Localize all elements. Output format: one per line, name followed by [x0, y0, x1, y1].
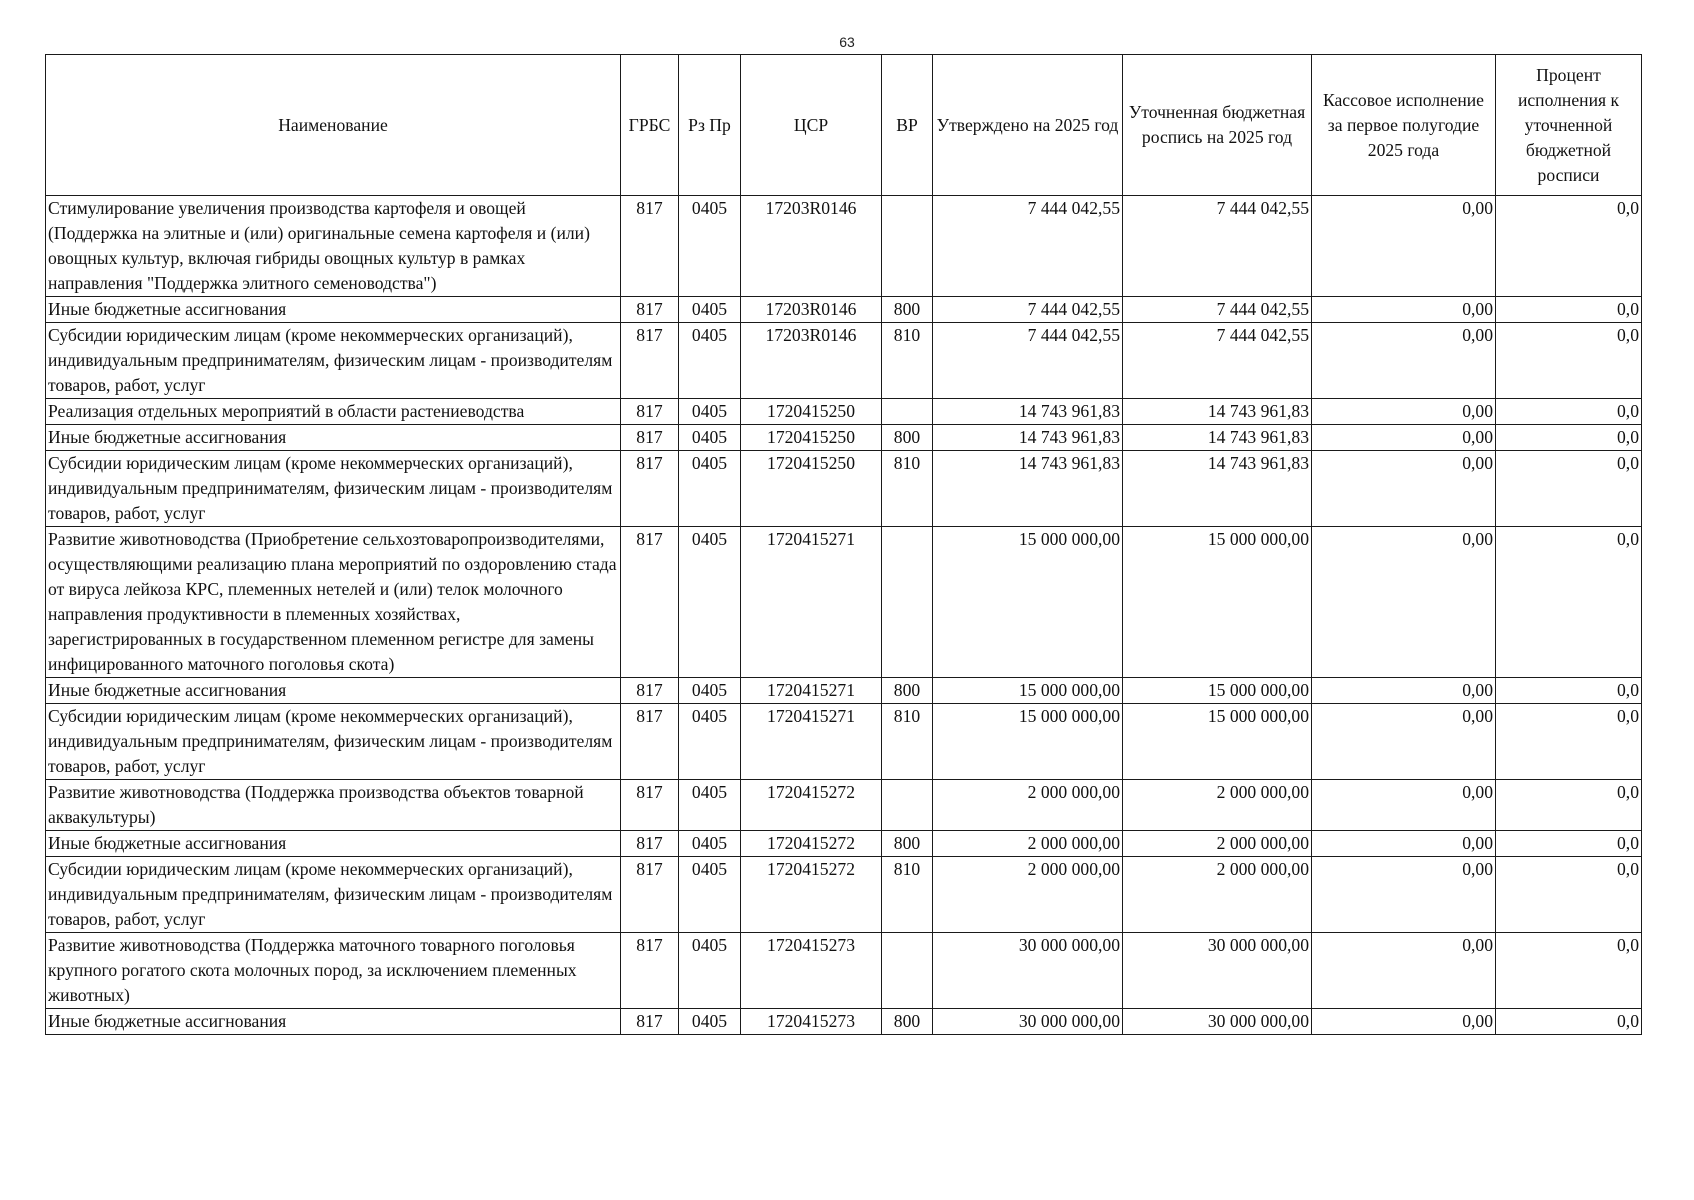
cell-executed: 0,00 — [1312, 323, 1496, 399]
cell-percent: 0,0 — [1496, 780, 1642, 831]
table-row — [46, 1009, 1642, 1035]
table-row — [46, 780, 1642, 831]
cell-name: Субсидии юридическим лицам (кроме некоммерческих организаций), индивидуальным предпринимателям, физическим лицам - производителям товаров, работ, услуг — [46, 323, 621, 399]
cell-rzpr: 0405 — [679, 323, 741, 399]
cell-grbs: 817 — [621, 780, 679, 831]
header-approved: Утверждено на 2025 год — [933, 55, 1123, 196]
cell-executed: 0,00 — [1312, 425, 1496, 451]
cell-approved: 30 000 000,00 — [933, 1009, 1123, 1035]
table-row — [46, 678, 1642, 704]
table-row — [46, 831, 1642, 857]
cell-refined: 14 743 961,83 — [1123, 399, 1312, 425]
cell-grbs: 817 — [621, 196, 679, 297]
cell-csr: 1720415271 — [741, 704, 882, 780]
cell-percent: 0,0 — [1496, 399, 1642, 425]
cell-name: Развитие животноводства (Поддержка маточного товарного поголовья крупного рогатого скота молочных пород, за исключением племенных животных) — [46, 933, 621, 1009]
cell-refined: 2 000 000,00 — [1123, 780, 1312, 831]
header-rzpr: Рз Пр — [679, 55, 741, 196]
cell-grbs: 817 — [621, 425, 679, 451]
cell-percent: 0,0 — [1496, 933, 1642, 1009]
cell-rzpr: 0405 — [679, 451, 741, 527]
cell-rzpr: 0405 — [679, 704, 741, 780]
cell-csr: 1720415272 — [741, 780, 882, 831]
header-csr: ЦСР — [741, 55, 882, 196]
cell-approved: 14 743 961,83 — [933, 399, 1123, 425]
cell-approved: 7 444 042,55 — [933, 323, 1123, 399]
cell-refined: 7 444 042,55 — [1123, 323, 1312, 399]
cell-percent: 0,0 — [1496, 196, 1642, 297]
cell-rzpr: 0405 — [679, 933, 741, 1009]
table-row — [46, 857, 1642, 933]
cell-vr: 810 — [882, 323, 933, 399]
header-name: Наименование — [46, 55, 621, 196]
table-body — [46, 196, 1642, 1035]
cell-rzpr: 0405 — [679, 196, 741, 297]
cell-executed: 0,00 — [1312, 857, 1496, 933]
cell-rzpr: 0405 — [679, 527, 741, 678]
cell-approved: 15 000 000,00 — [933, 678, 1123, 704]
cell-name: Иные бюджетные ассигнования — [46, 425, 621, 451]
cell-grbs: 817 — [621, 323, 679, 399]
budget-execution-table — [45, 54, 1642, 1035]
cell-vr — [882, 527, 933, 678]
cell-name: Стимулирование увеличения производства картофеля и овощей (Поддержка на элитные и (или) оригинальные семена картофеля и (или) овощных культур, включая гибриды овощных культур в рамках направления "Поддержка элитного семеноводства") — [46, 196, 621, 297]
cell-rzpr: 0405 — [679, 297, 741, 323]
cell-executed: 0,00 — [1312, 831, 1496, 857]
cell-name: Субсидии юридическим лицам (кроме некоммерческих организаций), индивидуальным предпринимателям, физическим лицам - производителям товаров, работ, услуг — [46, 704, 621, 780]
cell-executed: 0,00 — [1312, 704, 1496, 780]
cell-vr: 800 — [882, 678, 933, 704]
cell-executed: 0,00 — [1312, 1009, 1496, 1035]
cell-rzpr: 0405 — [679, 831, 741, 857]
cell-percent: 0,0 — [1496, 323, 1642, 399]
cell-approved: 30 000 000,00 — [933, 933, 1123, 1009]
cell-refined: 15 000 000,00 — [1123, 678, 1312, 704]
cell-executed: 0,00 — [1312, 527, 1496, 678]
table-row — [46, 704, 1642, 780]
cell-refined: 7 444 042,55 — [1123, 297, 1312, 323]
cell-grbs: 817 — [621, 704, 679, 780]
cell-executed: 0,00 — [1312, 399, 1496, 425]
cell-percent: 0,0 — [1496, 831, 1642, 857]
cell-vr: 800 — [882, 1009, 933, 1035]
cell-csr: 17203R0146 — [741, 297, 882, 323]
cell-rzpr: 0405 — [679, 1009, 741, 1035]
cell-csr: 1720415272 — [741, 831, 882, 857]
cell-vr: 800 — [882, 425, 933, 451]
cell-vr: 810 — [882, 704, 933, 780]
cell-csr: 17203R0146 — [741, 196, 882, 297]
cell-name: Реализация отдельных мероприятий в области растениеводства — [46, 399, 621, 425]
cell-vr — [882, 933, 933, 1009]
cell-approved: 2 000 000,00 — [933, 831, 1123, 857]
cell-csr: 1720415250 — [741, 425, 882, 451]
cell-executed: 0,00 — [1312, 196, 1496, 297]
cell-name: Иные бюджетные ассигнования — [46, 1009, 621, 1035]
cell-rzpr: 0405 — [679, 425, 741, 451]
cell-grbs: 817 — [621, 933, 679, 1009]
header-grbs: ГРБС — [621, 55, 679, 196]
cell-percent: 0,0 — [1496, 297, 1642, 323]
cell-grbs: 817 — [621, 831, 679, 857]
cell-approved: 15 000 000,00 — [933, 527, 1123, 678]
cell-percent: 0,0 — [1496, 678, 1642, 704]
cell-rzpr: 0405 — [679, 780, 741, 831]
cell-executed: 0,00 — [1312, 678, 1496, 704]
cell-grbs: 817 — [621, 678, 679, 704]
table-header — [46, 55, 1642, 196]
cell-refined: 14 743 961,83 — [1123, 425, 1312, 451]
cell-csr: 1720415271 — [741, 527, 882, 678]
header-executed: Кассовое исполнение за первое полугодие 2025 года — [1312, 55, 1496, 196]
cell-refined: 30 000 000,00 — [1123, 1009, 1312, 1035]
cell-percent: 0,0 — [1496, 1009, 1642, 1035]
cell-refined: 7 444 042,55 — [1123, 196, 1312, 297]
cell-percent: 0,0 — [1496, 527, 1642, 678]
cell-csr: 17203R0146 — [741, 323, 882, 399]
cell-csr: 1720415271 — [741, 678, 882, 704]
cell-name: Субсидии юридическим лицам (кроме некоммерческих организаций), индивидуальным предпринимателям, физическим лицам - производителям товаров, работ, услуг — [46, 857, 621, 933]
cell-rzpr: 0405 — [679, 678, 741, 704]
cell-approved: 2 000 000,00 — [933, 780, 1123, 831]
table-row — [46, 527, 1642, 678]
cell-vr: 800 — [882, 297, 933, 323]
table-row — [46, 425, 1642, 451]
cell-executed: 0,00 — [1312, 780, 1496, 831]
cell-refined: 15 000 000,00 — [1123, 704, 1312, 780]
cell-approved: 15 000 000,00 — [933, 704, 1123, 780]
header-refined: Уточненная бюджетная роспись на 2025 год — [1123, 55, 1312, 196]
cell-executed: 0,00 — [1312, 297, 1496, 323]
table-row — [46, 933, 1642, 1009]
cell-grbs: 817 — [621, 857, 679, 933]
cell-executed: 0,00 — [1312, 933, 1496, 1009]
cell-approved: 7 444 042,55 — [933, 196, 1123, 297]
cell-name: Субсидии юридическим лицам (кроме некоммерческих организаций), индивидуальным предпринимателям, физическим лицам - производителям товаров, работ, услуг — [46, 451, 621, 527]
cell-grbs: 817 — [621, 1009, 679, 1035]
cell-csr: 1720415250 — [741, 451, 882, 527]
cell-vr — [882, 196, 933, 297]
cell-rzpr: 0405 — [679, 399, 741, 425]
cell-executed: 0,00 — [1312, 451, 1496, 527]
cell-csr: 1720415250 — [741, 399, 882, 425]
cell-percent: 0,0 — [1496, 704, 1642, 780]
cell-approved: 2 000 000,00 — [933, 857, 1123, 933]
cell-name: Иные бюджетные ассигнования — [46, 831, 621, 857]
cell-csr: 1720415272 — [741, 857, 882, 933]
cell-approved: 14 743 961,83 — [933, 425, 1123, 451]
cell-vr: 810 — [882, 857, 933, 933]
cell-percent: 0,0 — [1496, 857, 1642, 933]
cell-rzpr: 0405 — [679, 857, 741, 933]
table-row — [46, 196, 1642, 297]
cell-vr — [882, 399, 933, 425]
cell-refined: 15 000 000,00 — [1123, 527, 1312, 678]
cell-grbs: 817 — [621, 297, 679, 323]
cell-vr: 800 — [882, 831, 933, 857]
cell-csr: 1720415273 — [741, 933, 882, 1009]
cell-grbs: 817 — [621, 451, 679, 527]
cell-name: Иные бюджетные ассигнования — [46, 678, 621, 704]
cell-grbs: 817 — [621, 527, 679, 678]
cell-percent: 0,0 — [1496, 425, 1642, 451]
table-row — [46, 451, 1642, 527]
table-row — [46, 297, 1642, 323]
cell-vr: 810 — [882, 451, 933, 527]
cell-approved: 14 743 961,83 — [933, 451, 1123, 527]
cell-refined: 14 743 961,83 — [1123, 451, 1312, 527]
cell-percent: 0,0 — [1496, 451, 1642, 527]
table-row — [46, 399, 1642, 425]
page-number: 63 — [839, 34, 855, 50]
cell-vr — [882, 780, 933, 831]
cell-name: Развитие животноводства (Поддержка производства объектов товарной аквакультуры) — [46, 780, 621, 831]
cell-refined: 30 000 000,00 — [1123, 933, 1312, 1009]
cell-grbs: 817 — [621, 399, 679, 425]
cell-name: Иные бюджетные ассигнования — [46, 297, 621, 323]
cell-approved: 7 444 042,55 — [933, 297, 1123, 323]
header-percent: Процент исполнения к уточненной бюджетной росписи — [1496, 55, 1642, 196]
cell-csr: 1720415273 — [741, 1009, 882, 1035]
header-vr: ВР — [882, 55, 933, 196]
cell-refined: 2 000 000,00 — [1123, 857, 1312, 933]
cell-name: Развитие животноводства (Приобретение сельхозтоваропроизводителями, осуществляющими реализацию плана мероприятий по оздоровлению стада от вируса лейкоза КРС, племенных нетелей и (или) телок молочного направления продуктивности в племенных хозяйствах, зарегистрированных в государственном племенном регистре для замены инфицированного маточного поголовья скота) — [46, 527, 621, 678]
cell-refined: 2 000 000,00 — [1123, 831, 1312, 857]
table-row — [46, 323, 1642, 399]
